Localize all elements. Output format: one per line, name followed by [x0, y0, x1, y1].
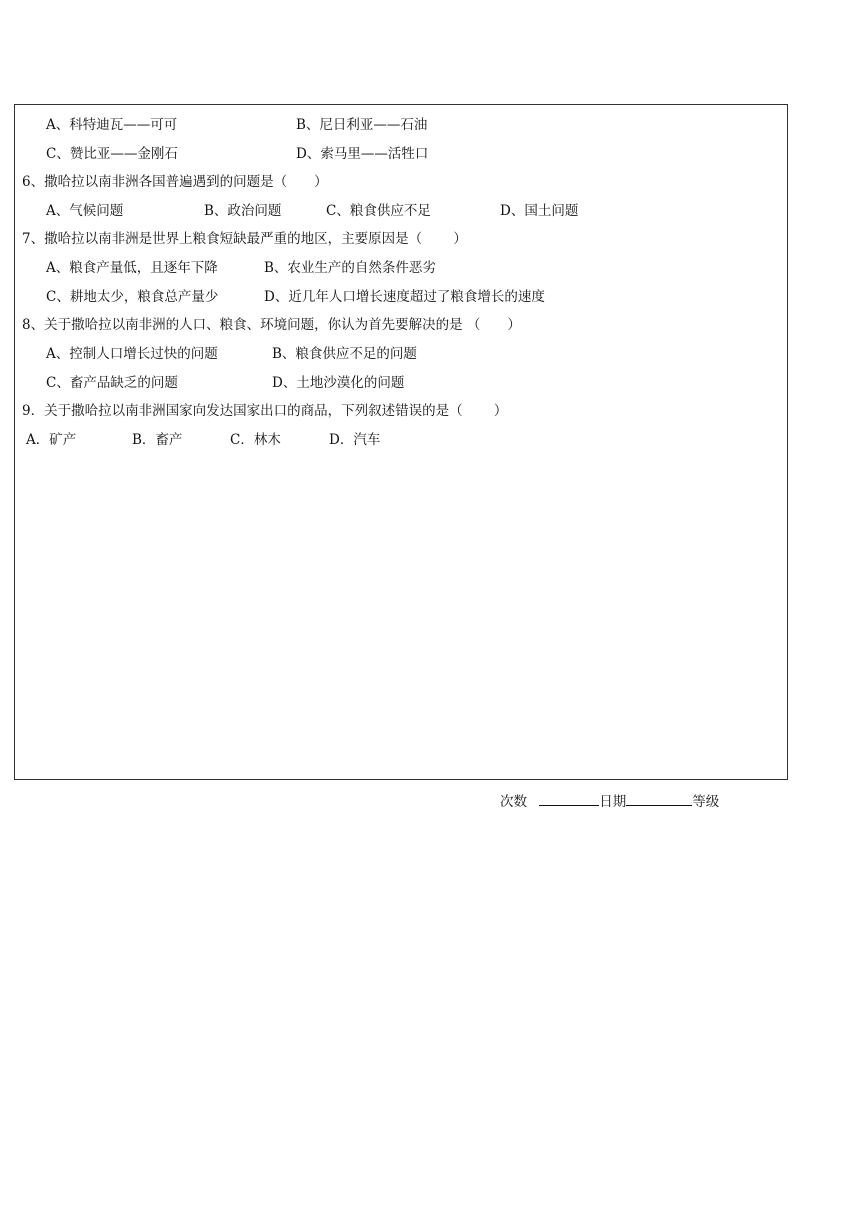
q9-stem: 9．关于撒哈拉以南非洲国家向发达国家出口的商品，下列叙述错误的是（ ） — [22, 403, 508, 419]
q8-option-b: B、粮食供应不足的问题 — [272, 346, 417, 362]
q9-option-c: C．林木 — [230, 432, 281, 448]
q6-option-b: B、政治问题 — [204, 203, 282, 219]
grade-label: 等级 — [692, 794, 720, 810]
q7-option-d: D、近几年人口增长速度超过了粮食增长的速度 — [264, 289, 545, 305]
q5-option-b: B、尼日利亚——石油 — [296, 117, 428, 133]
q5-option-a: A、科特迪瓦——可可 — [46, 117, 178, 133]
date-blank[interactable] — [626, 793, 692, 806]
q7-option-a: A、粮食产量低，且逐年下降 — [46, 260, 218, 276]
q7-stem: 7、撒哈拉以南非洲是世界上粮食短缺最严重的地区，主要原因是（ ） — [22, 231, 467, 247]
q8-option-d: D、土地沙漠化的问题 — [272, 375, 405, 391]
q5-option-d: D、索马里——活牲口 — [296, 146, 429, 162]
q7-option-c: C、耕地太少，粮食总产量少 — [46, 289, 219, 305]
count-label: 次数 — [500, 794, 527, 810]
grading-footer — [500, 790, 719, 810]
q9-option-a: A．矿产 — [26, 432, 77, 448]
date-label: 日期 — [599, 794, 627, 810]
q8-option-c: C、畜产品缺乏的问题 — [46, 375, 178, 391]
q7-option-b: B、农业生产的自然条件恶劣 — [264, 260, 436, 276]
q8-option-a: A、控制人口增长过快的问题 — [46, 346, 218, 362]
q6-option-c: C、粮食供应不足 — [326, 203, 431, 219]
q6-option-d: D、国土问题 — [500, 203, 579, 219]
count-blank[interactable] — [539, 793, 599, 806]
q6-option-a: A、气候问题 — [46, 203, 124, 219]
q5-option-c: C、赞比亚——金刚石 — [46, 146, 178, 162]
q8-stem: 8、关于撒哈拉以南非洲的人口、粮食、环境问题，你认为首先要解决的是 （ ） — [22, 317, 521, 333]
q9-option-b: B．畜产 — [132, 432, 183, 448]
q9-option-d: D．汽车 — [329, 432, 381, 448]
q6-stem: 6、撒哈拉以南非洲各国普遍遇到的问题是（ ） — [22, 174, 328, 190]
